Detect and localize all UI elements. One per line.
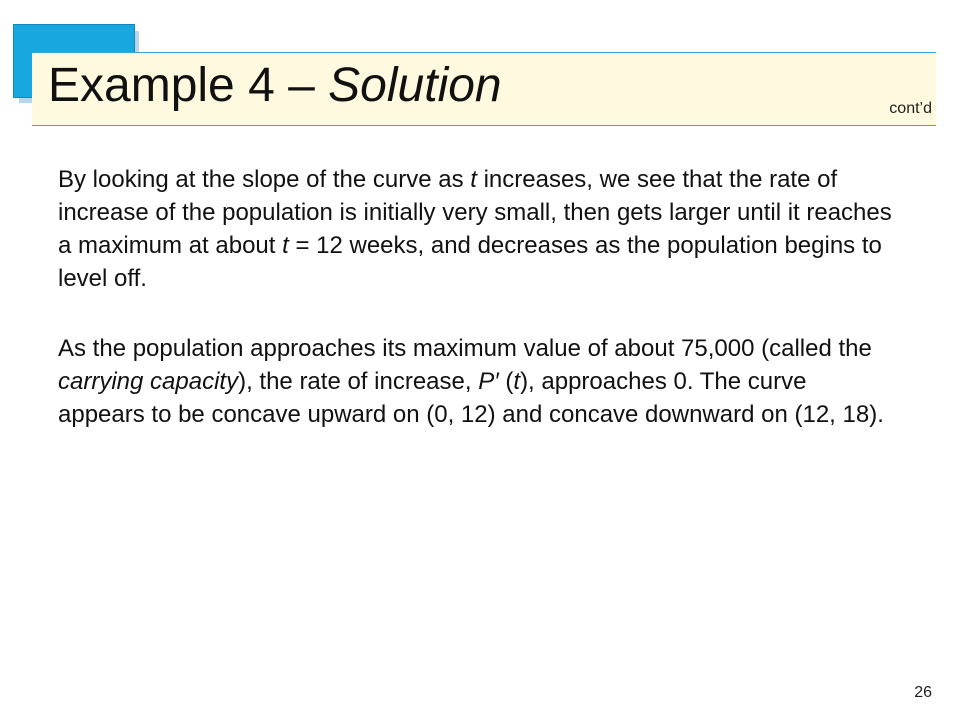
p2-text-1: As the population approaches its maximum value of about 75,000 (called the <box>58 335 872 362</box>
p1-text-3: = 12 weeks, and decreases as the population begins to level off. <box>58 232 882 292</box>
p2-variable-t: t <box>513 368 521 395</box>
p2-text-4: ), approaches 0. The curve appears to be concave upward on (0, 12) and concave downward on (12, 18). <box>58 368 884 428</box>
title-italic: Solution <box>328 59 502 112</box>
p2-text-3: ( <box>498 368 514 395</box>
p2-p-prime: P′ <box>478 368 499 395</box>
continued-label: cont’d <box>889 100 932 117</box>
p1-text-2: increases, we see that the rate of increase of the population is initially very small, then gets larger until it reaches a maximum at about <box>58 166 892 259</box>
paragraph-slope-analysis <box>58 163 898 295</box>
p2-text-2: ), the rate of increase, <box>238 368 479 395</box>
p2-carrying-capacity: carrying capacity <box>58 368 239 395</box>
slide-body <box>58 163 898 431</box>
p1-variable-t: t <box>470 166 477 193</box>
paragraph-carrying-capacity <box>58 332 898 431</box>
p1-variable-t-2: t <box>282 232 289 259</box>
p1-text-1: By looking at the slope of the curve as <box>58 166 471 193</box>
slide-title <box>48 56 502 116</box>
title-main: Example 4 – <box>48 59 315 112</box>
page-number: 26 <box>914 684 932 701</box>
